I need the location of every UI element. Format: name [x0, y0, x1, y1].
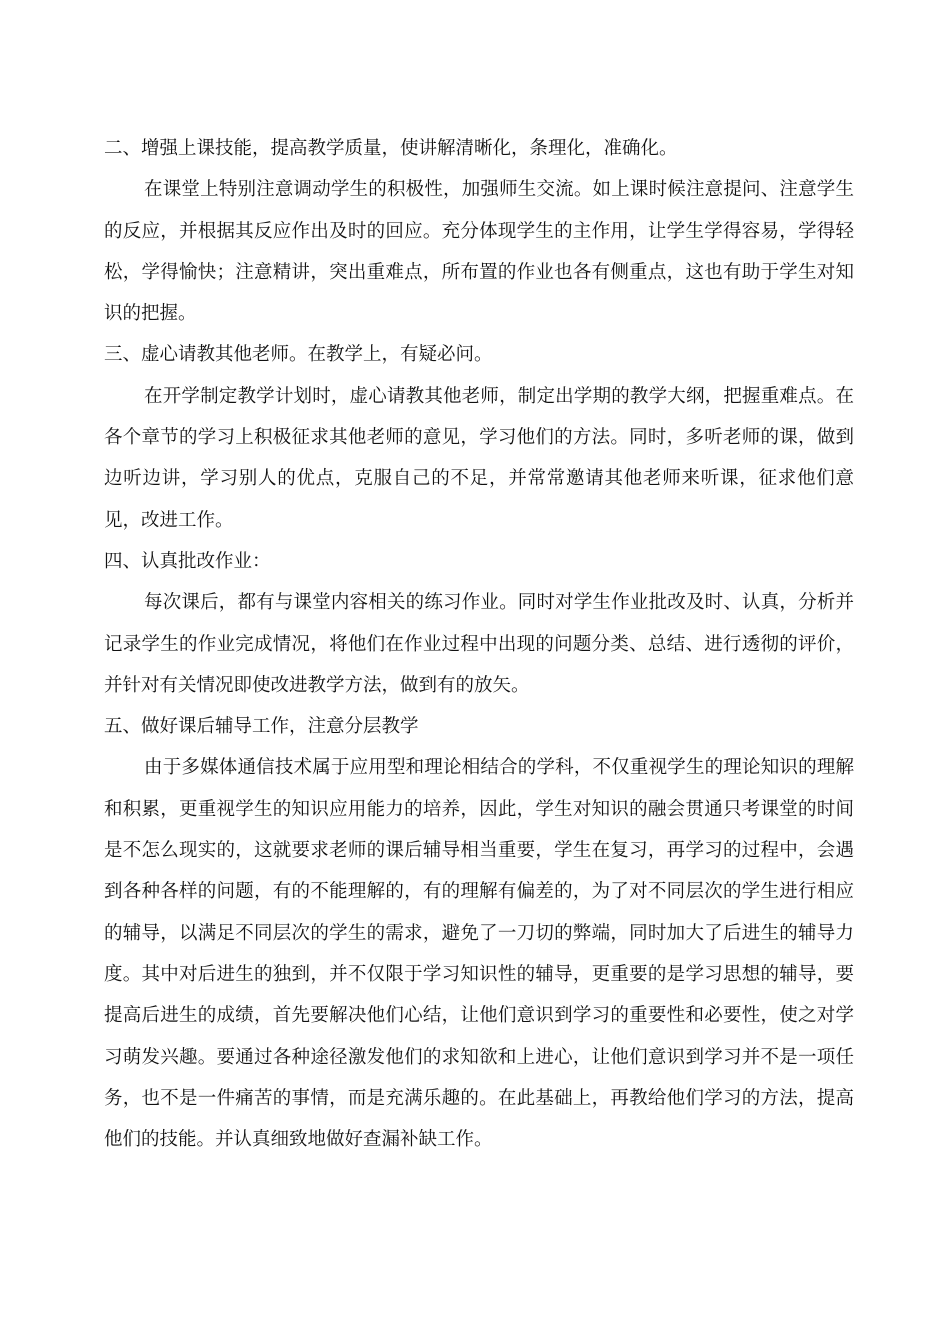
section-paragraph-2: 在课堂上特别注意调动学生的积极性，加强师生交流。如上课时候注意提问、注意学生的反应，并根据其反应作出及时的回应。充分体现学生的主作用，让学生学得容易，学得轻松，学得愉快；注意精讲，突出重难点，所布置的作业也各有侧重点，这也有助于学生对知识的把握。: [104, 179, 854, 325]
section-paragraph-3: 在开学制定教学计划时，虚心请教其他老师，制定出学期的教学大纲，把握重难点。在各个章节的学习上积极征求其他老师的意见，学习他们的方法。同时，多听老师的课，做到边听边讲，学习别人的优点，克服自己的不足，并常常邀请其他老师来听课，征求他们意见，改进工作。: [104, 385, 854, 531]
section-paragraph-5: 由于多媒体通信技术属于应用型和理论相结合的学科，不仅重视学生的理论知识的理解和积累，更重视学生的知识应用能力的培养，因此，学生对知识的融会贯通只考课堂的时间是不怎么现实的，这就要求老师的课后辅导相当重要，学生在复习，再学习的过程中，会遇到各种各样的问题，有的不能理解的，有的理解有偏差的，为了对不同层次的学生进行相应的辅导，以满足不同层次的学生的需求，避免了一刀切的弊端，同时加大了后进生的辅导力度。其中对后进生的独到，并不仅限于学习知识性的辅导，更重要的是学习思想的辅导，要提高后进生的成绩，首先要解决他们心结，让他们意识到学习的重要性和必要性，使之对学习萌发兴趣。要通过各种途径激发他们的求知欲和上进心，让他们意识到学习并不是一项任务，也不是一件痛苦的事情，而是充满乐趣的。在此基础上，再教给他们学习的方法，提高他们的技能。并认真细致地做好查漏补缺工作。: [104, 757, 854, 1151]
section-heading-5: 五、做好课后辅导工作，注意分层教学: [104, 716, 419, 738]
section-heading-4: 四、认真批改作业：: [104, 550, 271, 572]
section-paragraph-4: 每次课后，都有与课堂内容相关的练习作业。同时对学生作业批改及时、认真，分析并记录学生的作业完成情况，将他们在作业过程中出现的问题分类、总结、进行透彻的评价，并针对有关情况即使改进教学方法，做到有的放矢。: [104, 592, 854, 696]
section-heading-2: 二、增强上课技能，提高教学质量，使讲解清晰化，条理化，准确化。: [104, 138, 678, 159]
section-heading-3: 三、虚心请教其他老师。在教学上，有疑必问。: [104, 344, 493, 366]
document-body: [104, 128, 854, 1160]
